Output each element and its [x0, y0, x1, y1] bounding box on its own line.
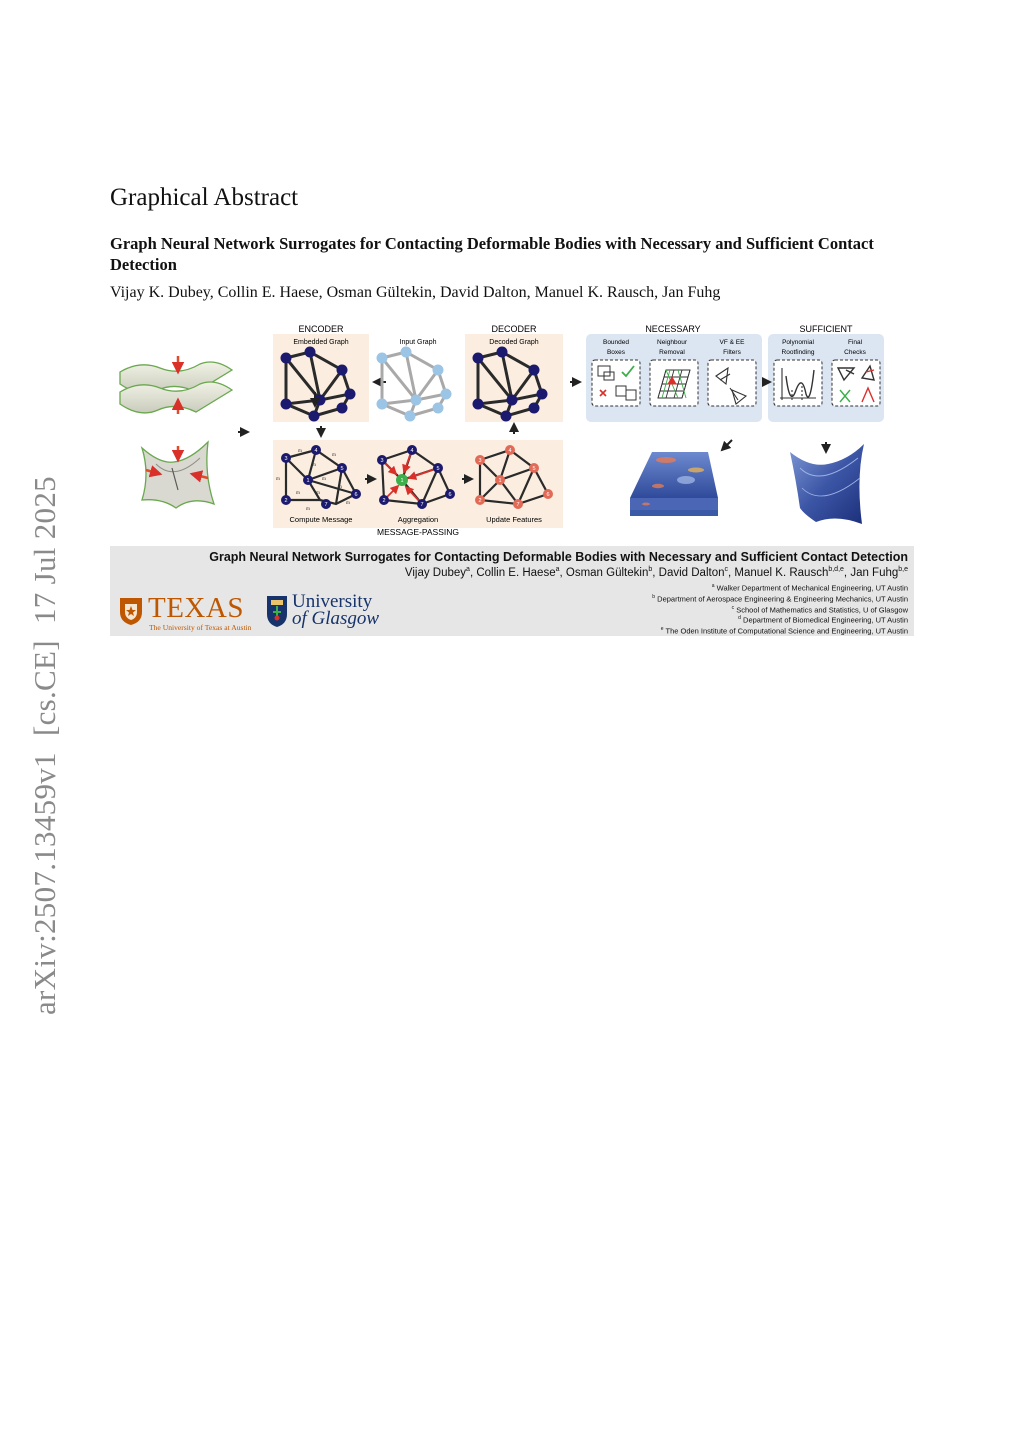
svg-text:Bounded: Bounded [602, 339, 630, 346]
svg-text:7: 7 [420, 502, 424, 508]
svg-text:Final: Final [847, 339, 863, 346]
svg-text:2: 2 [382, 498, 386, 504]
stacked-sheets-illustration [120, 356, 232, 414]
svg-text:6: 6 [354, 492, 358, 498]
compute-message-label: Compute Message [289, 515, 353, 524]
svg-text:VF & EE: VF & EE [719, 339, 745, 346]
deformed-surface-result [790, 444, 864, 524]
svg-text:Polynomial: Polynomial [782, 339, 814, 346]
arxiv-side-stamp: arXiv:2507.13459v1 [cs.CE] 17 Jul 2025 [27, 476, 62, 1015]
svg-text:5: 5 [340, 466, 344, 472]
aggregation-label: Aggregation [397, 515, 439, 524]
paper-authors: Vijay K. Dubey, Collin E. Haese, Osman Gültekin, David Dalton, Manuel K. Rausch, Jan Fuhg [110, 284, 721, 301]
svg-text:2: 2 [478, 498, 482, 504]
svg-text:5: 5 [436, 466, 440, 472]
glasgow-logo: University of Glasgow [266, 592, 386, 632]
svg-text:m: m [276, 477, 280, 482]
svg-text:3: 3 [284, 456, 288, 462]
svg-text:Removal: Removal [659, 349, 685, 356]
check-step-boxes [592, 360, 880, 406]
pipeline-diagram [110, 318, 914, 546]
glasgow-crest-icon [266, 594, 288, 628]
svg-text:Checks: Checks [844, 349, 866, 356]
svg-text:m: m [338, 485, 342, 490]
graphical-abstract-heading: Graphical Abstract [110, 184, 299, 211]
deformed-body-illustration [142, 442, 214, 508]
graphical-abstract-figure [110, 318, 914, 636]
footer-banner [110, 546, 914, 636]
svg-text:1: 1 [400, 478, 404, 484]
svg-text:Filters: Filters [723, 349, 741, 356]
svg-text:6: 6 [448, 492, 452, 498]
svg-text:5: 5 [532, 466, 536, 472]
svg-text:7: 7 [324, 502, 328, 508]
footer-affiliations: $^a$ Walker Department of Mechanical Engineering, UT Austin $^b$ Department of Aerospace Engineering & Engineering Mechanics, UT Austin $^c$ School of Mathematics and Statistics, U of Glasgow $^d$ Department of Biomedical Engineering, UT Austin $^e$ The Oden Institute of Computational Science and Engineering, UT Austin [652, 583, 908, 636]
svg-text:m: m [306, 507, 310, 512]
svg-text:1: 1 [498, 478, 502, 484]
svg-text:4: 4 [508, 448, 512, 454]
update-features-label: Update Features [486, 515, 542, 524]
svg-text:m: m [312, 463, 316, 468]
svg-text:m: m [322, 477, 326, 482]
paper-title: Graph Neural Network Surrogates for Contacting Deformable Bodies with Necessary and Sufficient Contact Detection [110, 234, 874, 274]
encoder-label: ENCODER [298, 324, 344, 334]
contact-result-slab [630, 452, 718, 516]
svg-text:m: m [298, 449, 302, 454]
svg-text:m: m [296, 491, 300, 496]
svg-text:4: 4 [410, 448, 414, 454]
svg-text:Rootfinding: Rootfinding [781, 349, 815, 356]
decoded-graph-label: Decoded Graph [489, 339, 539, 346]
necessary-label: NECESSARY [645, 324, 701, 334]
svg-text:m: m [332, 453, 336, 458]
svg-text:3: 3 [380, 458, 384, 464]
svg-text:1: 1 [306, 478, 310, 484]
decoder-label: DECODER [491, 324, 537, 334]
footer-authors: Vijay Dubey$^a$, Collin E. Haese$^a$, Osman Gültekin$^b$, David Dalton$^c$, Manuel K. Rausch$^{b,d,e}$, Jan Fuhg$^{b,e}$ [404, 566, 908, 579]
input-graph-label: Input Graph [399, 339, 437, 346]
svg-text:m: m [316, 491, 320, 496]
message-passing-label: MESSAGE-PASSING [376, 527, 460, 537]
svg-text:6: 6 [546, 492, 550, 498]
svg-text:2: 2 [284, 498, 288, 504]
embedded-graph-label: Embedded Graph [293, 339, 349, 346]
svg-text:Boxes: Boxes [606, 349, 626, 356]
footer-title: Graph Neural Network Surrogates for Contacting Deformable Bodies with Necessary and Sufficient Contact Detection [209, 550, 908, 564]
svg-text:3: 3 [478, 458, 482, 464]
sufficient-label: SUFFICIENT [799, 324, 853, 334]
texas-shield-icon [118, 596, 144, 626]
svg-text:Neighbour: Neighbour [657, 339, 687, 346]
svg-text:4: 4 [314, 448, 318, 454]
ut-austin-logo: TEXAS The University of Texas at Austin [118, 592, 253, 632]
svg-text:7: 7 [516, 502, 520, 508]
svg-text:m: m [346, 501, 350, 506]
